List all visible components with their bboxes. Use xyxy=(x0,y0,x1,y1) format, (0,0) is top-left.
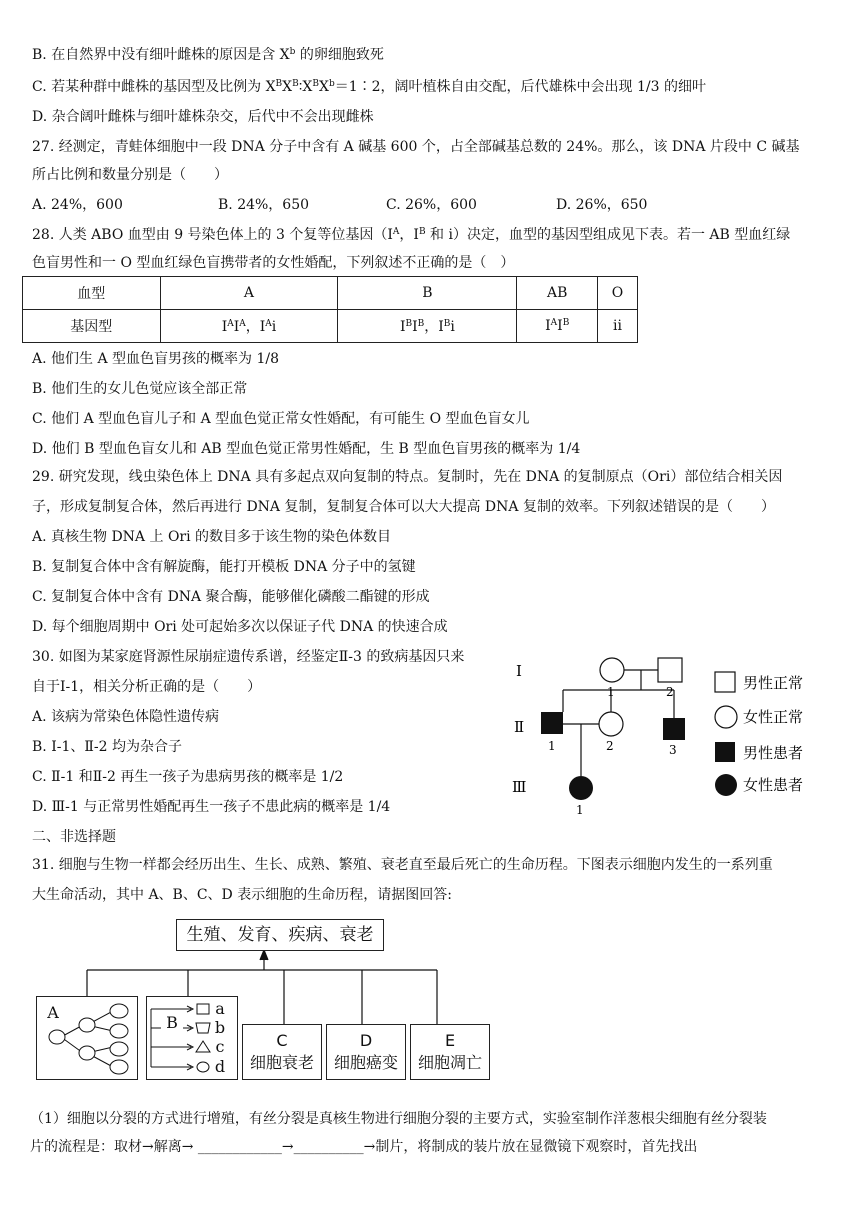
table-cell: $I^AI^B$ xyxy=(517,310,598,343)
q30-option-a: A. 该病为常染色体隐性遗传病 xyxy=(32,709,220,725)
q28-option-b: B. 他们生的女儿色觉应该全部正常 xyxy=(32,381,248,397)
num-ii3: 3 xyxy=(669,743,677,757)
table-cell: $I^AI^A$，$I^Ai$ xyxy=(160,310,338,343)
q27-stem-line1: 27. 经测定，青蛙体细胞中一段 DNA 分子中含有 A 碱基 600 个，占全部碱基总数的 24%。那么，该 DNA 片段中 C 碱基 xyxy=(32,139,800,155)
diagram-box-b xyxy=(146,996,238,1080)
table-cell: $I^BI^B$，$I^Bi$ xyxy=(338,310,517,343)
q30-option-d: D. Ⅲ-1 与正常男性婚配再生一孩子不患此病的概率是 1/4 xyxy=(32,799,391,815)
q26-option-d: D. 杂合阔叶雌株与细叶雄株杂交，后代中不会出现雌株 xyxy=(32,109,374,125)
q27-option-b: B. 24%，650 xyxy=(218,197,310,213)
table-cell: ii xyxy=(598,310,638,343)
table-cell: 血型 xyxy=(23,277,161,310)
table-cell: O xyxy=(598,277,638,310)
q28-stem-line1: 28. 人类 ABO 血型由 9 号染色体上的 3 个复等位基因（$I^A$，$I^B$ 和 i）决定，血型的基因型组成见下表。若一 AB 型血红绿 xyxy=(32,227,791,243)
q30-option-c: C. Ⅱ-1 和Ⅱ-2 再生一孩子为患病男孩的概率是 1/2 xyxy=(32,769,344,785)
table-cell: 基因型 xyxy=(23,310,161,343)
table-cell: B xyxy=(338,277,517,310)
q29-option-d: D. 每个细胞周期中 Ori 处可起始多次以保证子代 DNA 的快速合成 xyxy=(32,619,448,635)
q30-stem-line1: 30. 如图为某家庭肾源性尿崩症遗传系谱，经鉴定Ⅱ-3 的致病基因只来 xyxy=(32,649,465,665)
section-heading: 二、非选择题 xyxy=(32,829,116,845)
q31-part1-line2: 片的流程是：取材→解离→ ____________→__________→制片，将制成的装片放在显微镜下观察时，首先找出 xyxy=(30,1139,698,1155)
q29-option-b: B. 复制复合体中含有解旋酶，能打开模板 DNA 分子中的氢键 xyxy=(32,559,416,575)
box-b-a: a xyxy=(215,999,225,1018)
q28-option-a: A. 他们生 A 型血色盲男孩的概率为 1/8 xyxy=(32,351,280,367)
diagram-box-a xyxy=(36,996,138,1080)
q27-option-a: A. 24%，600 xyxy=(32,197,123,213)
table-cell: AB xyxy=(517,277,598,310)
q31-stem-line2: 大生命活动，其中 A、B、C、D 表示细胞的生命历程，请据图回答: xyxy=(32,887,452,903)
num-i2: 2 xyxy=(666,685,674,699)
gen-label-i: Ⅰ xyxy=(516,662,522,680)
q28-option-c: C. 他们 A 型血色盲儿子和 A 型血色觉正常女性婚配，有可能生 O 型血色盲女儿 xyxy=(32,411,530,427)
table-cell: A xyxy=(160,277,338,310)
q31-stem-line1: 31. 细胞与生物一样都会经历出生、生长、成熟、繁殖、衰老直至最后死亡的生命历程。下图表示细胞内发生的一系列重 xyxy=(32,857,773,873)
box-b-c: c xyxy=(215,1037,225,1056)
num-ii1: 1 xyxy=(548,739,556,753)
num-ii2: 2 xyxy=(606,739,614,753)
box-b-b: b xyxy=(214,1018,226,1037)
diagram-top-box: 生殖、发育、疾病、衰老 xyxy=(176,919,384,951)
q31-part1-line1: （1）细胞以分裂的方式进行增殖，有丝分裂是真核生物进行细胞分裂的主要方式，实验室制作洋葱根尖细胞有丝分裂装 xyxy=(30,1111,767,1127)
diagram-box-d: D 细胞癌变 xyxy=(326,1024,406,1080)
q26-option-b: B. 在自然界中没有细叶雌株的原因是含 $X^b$ 的卵细胞致死 xyxy=(32,47,384,63)
q29-option-a: A. 真核生物 DNA 上 Ori 的数目多于该生物的染色体数目 xyxy=(32,529,392,545)
gen-label-ii: Ⅱ xyxy=(514,718,525,736)
num-i1: 1 xyxy=(607,685,615,699)
diagram-box-c: C 细胞衰老 xyxy=(242,1024,322,1080)
cell-division-tree-icon xyxy=(37,997,137,1079)
legend-female-normal-label: 女性正常 xyxy=(743,708,804,726)
q30-option-b: B. Ⅰ-1、Ⅱ-2 均为杂合子 xyxy=(32,739,182,755)
num-iii1: 1 xyxy=(576,803,584,816)
q30-stem-line2: 自于Ⅰ-1，相关分析正确的是（ ） xyxy=(32,679,262,695)
q26-option-c: C. 若某种群中雌株的基因型及比例为 $X^BX^B∶X^BX^b=1∶2$，阔叶植株自由交配，后代雄株中会出现 1/3 的细叶 xyxy=(32,79,706,95)
diagram-box-e: E 细胞凋亡 xyxy=(410,1024,490,1080)
box-a-label: A xyxy=(47,1003,59,1022)
q29-stem-line2: 子，形成复制复合体，然后再进行 DNA 复制，复制复合体可以大大提高 DNA 复制的效率。下列叙述错误的是（ ） xyxy=(32,499,775,515)
q28-option-d: D. 他们 B 型血色盲女儿和 AB 型血色觉正常男性婚配，生 B 型血色盲男孩的概率为 1/4 xyxy=(32,441,581,457)
q29-stem-line1: 29. 研究发现，线虫染色体上 DNA 具有多起点双向复制的特点。复制时，先在 DNA 的复制原点（Ori）部位结合相关因 xyxy=(32,469,783,485)
legend-female-affected-label: 女性患者 xyxy=(743,776,804,794)
q27-option-c: C. 26%，600 xyxy=(386,197,477,213)
box-b-label: B xyxy=(166,1013,178,1032)
gen-label-iii: Ⅲ xyxy=(512,778,527,796)
legend-male-affected-label: 男性患者 xyxy=(743,744,804,762)
q29-option-c: C. 复制复合体中含有 DNA 聚合酶，能够催化磷酸二酯键的形成 xyxy=(32,589,430,605)
legend-male-normal-label: 男性正常 xyxy=(743,674,804,692)
q28-stem-line2: 色盲男性和一 O 型血红绿色盲携带者的女性婚配，下列叙述不正确的是（ ） xyxy=(32,255,515,271)
q27-stem-line2: 所占比例和数量分别是（ ） xyxy=(32,167,228,183)
box-b-d: d xyxy=(214,1057,226,1076)
q27-option-d: D. 26%，650 xyxy=(556,197,648,213)
